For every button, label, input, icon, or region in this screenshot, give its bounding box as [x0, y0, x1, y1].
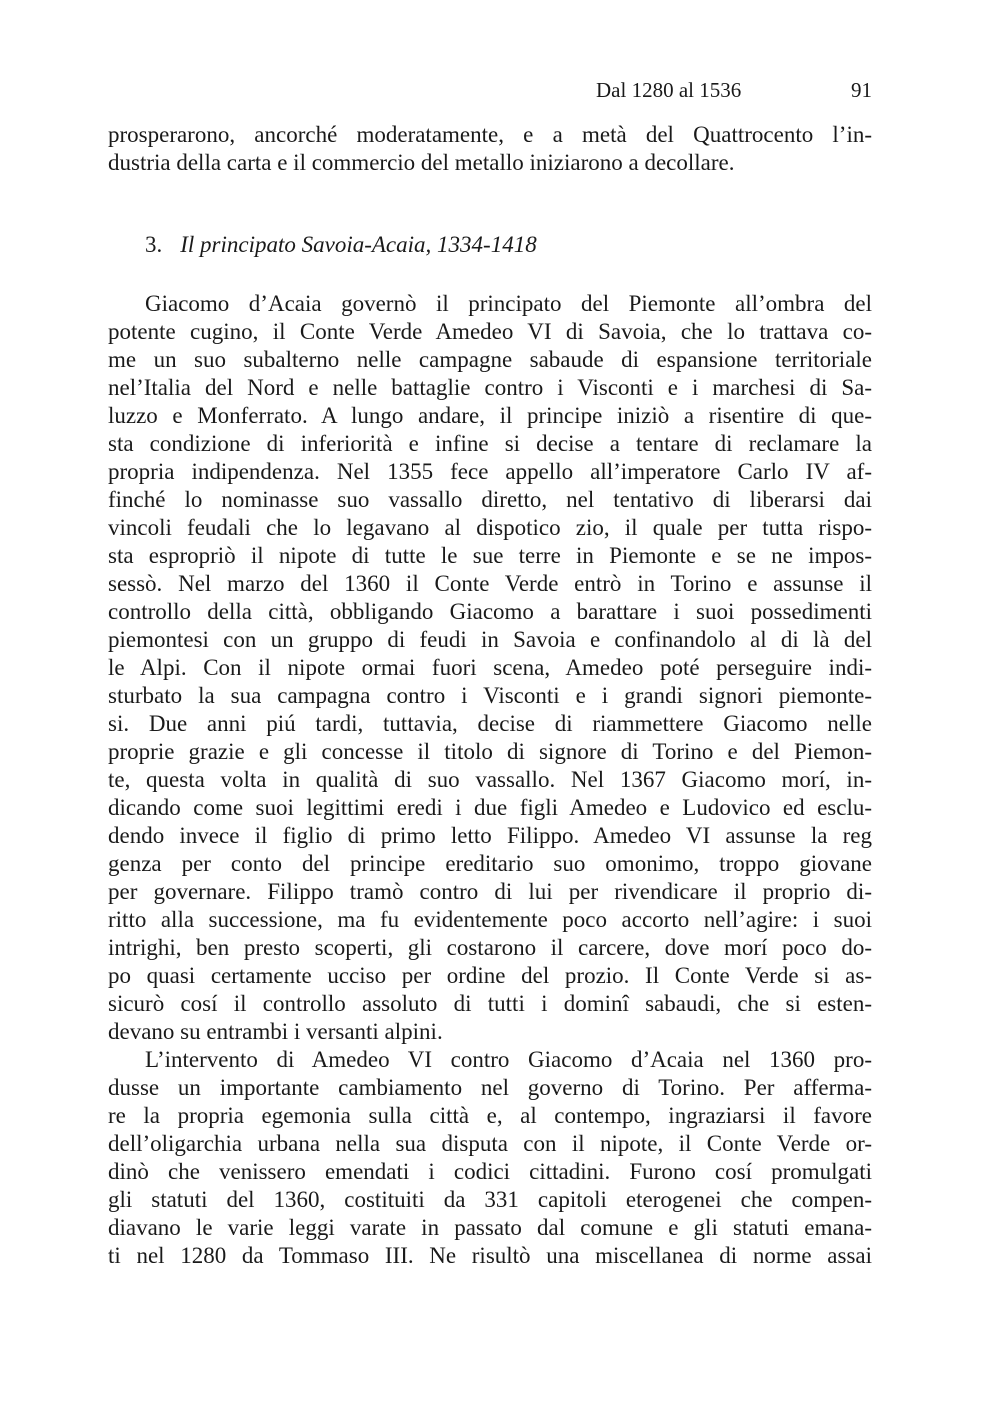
text-line: sessò. Nel marzo del 1360 il Conte Verde entrò in Torino e assunse il — [108, 571, 872, 596]
text-line: ti nel 1280 da Tommaso III. Ne risultò una miscellanea di norme assai — [108, 1243, 872, 1268]
text-line: dusse un importante cambiamento nel governo di Torino. Per afferma- — [108, 1075, 872, 1100]
text-line: luzzo e Monferrato. A lungo andare, il principe iniziò a risentire di que- — [108, 403, 872, 428]
text-line: dendo invece il figlio di primo letto Filippo. Amedeo VI assunse la reg — [108, 823, 872, 848]
text-line: sta espropriò il nipote di tutte le sue terre in Piemonte e se ne impos- — [108, 543, 872, 568]
continuation-paragraph — [108, 121, 872, 177]
paragraph-2 — [108, 1046, 872, 1270]
section-number: 3. — [145, 232, 163, 257]
text-line: re la propria egemonia sulla città e, al contempo, ingraziarsi il favore — [108, 1103, 872, 1128]
section-heading — [145, 232, 537, 258]
section-title: Il principato Savoia-Acaia, 1334-1418 — [180, 232, 537, 257]
text-line: piemontesi con un gruppo di feudi in Savoia e confinandolo al di là del — [108, 627, 872, 652]
text-line: dinò che venissero emendati i codici cittadini. Furono cosí promulgati — [108, 1159, 872, 1184]
text-line: ritto alla successione, ma fu evidentemente poco accorto nell’agire: i suoi — [108, 907, 872, 932]
running-head — [108, 78, 872, 108]
text-line: proprie grazie e gli concesse il titolo di signore di Torino e del Piemon- — [108, 739, 872, 764]
text-line: me un suo subalterno nelle campagne sabaude di espansione territoriale — [108, 347, 872, 372]
text-line: le Alpi. Con il nipote ormai fuori scena, Amedeo poté perseguire indi- — [108, 655, 872, 680]
text-line: dell’oligarchia urbana nella sua disputa con il nipote, il Conte Verde or- — [108, 1131, 872, 1156]
text-line: L’intervento di Amedeo VI contro Giacomo d’Acaia nel 1360 pro- — [145, 1047, 872, 1072]
text-line: genza per conto del principe ereditario suo omonimo, troppo giovane — [108, 851, 872, 876]
paragraph-1 — [108, 290, 872, 1046]
text-line: te, questa volta in qualità di suo vassallo. Nel 1367 Giacomo morí, in- — [108, 767, 872, 792]
text-line: controllo della città, obbligando Giacomo a barattare i suoi possedimenti — [108, 599, 872, 624]
body-paragraphs — [108, 290, 872, 1270]
text-line: diavano le varie leggi varate in passato dal comune e gli statuti emana- — [108, 1215, 872, 1240]
page-number: 91 — [851, 78, 872, 102]
text-line: si. Due anni piú tardi, tuttavia, decise di riammettere Giacomo nelle — [108, 711, 872, 736]
text-line: devano su entrambi i versanti alpini. — [108, 1019, 443, 1044]
text-line: propria indipendenza. Nel 1355 fece appello all’imperatore Carlo IV af- — [108, 459, 872, 484]
text-line: po quasi certamente ucciso per ordine del prozio. Il Conte Verde si as- — [108, 963, 872, 988]
text-line: gli statuti del 1360, costituiti da 331 capitoli eterogenei che compen- — [108, 1187, 872, 1212]
text-line: per governare. Filippo tramò contro di lui per rivendicare il proprio di- — [108, 879, 872, 904]
text-line: sicurò cosí il controllo assoluto di tutti i dominî sabaudi, che si esten- — [108, 991, 872, 1016]
text-line: dustria della carta e il commercio del metallo iniziarono a decollare. — [108, 150, 735, 175]
running-title: Dal 1280 al 1536 — [596, 78, 742, 102]
text-line: prosperarono, ancorché moderatamente, e a metà del Quattrocento l’in- — [108, 122, 872, 147]
text-line: vincoli feudali che lo legavano al dispotico zio, il quale per tutta rispo- — [108, 515, 872, 540]
text-line: sturbato la sua campagna contro i Visconti e i grandi signori piemonte- — [108, 683, 872, 708]
text-line: Giacomo d’Acaia governò il principato del Piemonte all’ombra del — [145, 291, 872, 316]
text-line: sta condizione di inferiorità e infine si decise a tentare di reclamare la — [108, 431, 872, 456]
text-line: nel’Italia del Nord e nelle battaglie contro i Visconti e i marchesi di Sa- — [108, 375, 872, 400]
text-line: finché lo nominasse suo vassallo diretto, nel tentativo di liberarsi dai — [108, 487, 872, 512]
text-line: intrighi, ben presto scoperti, gli costarono il carcere, dove morí poco do- — [108, 935, 872, 960]
text-line: dicando come suoi legittimi eredi i due figli Amedeo e Ludovico ed esclu- — [108, 795, 872, 820]
text-line: potente cugino, il Conte Verde Amedeo VI di Savoia, che lo trattava co- — [108, 319, 872, 344]
